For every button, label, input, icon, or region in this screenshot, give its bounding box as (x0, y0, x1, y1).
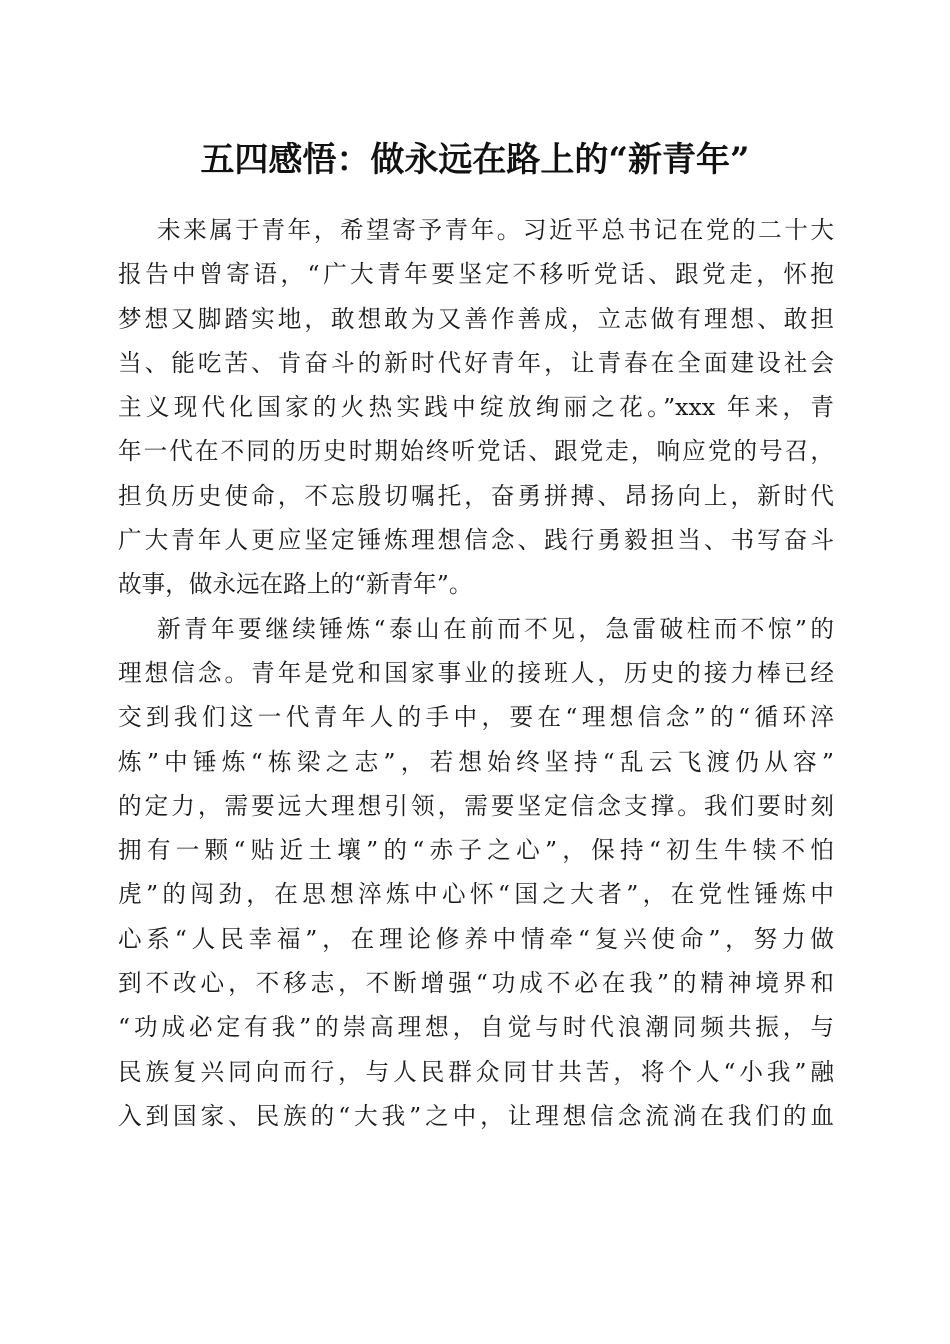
paragraph-2-line: 入到国家、民族的“大我”之中，让理想信念流淌在我们的血 (118, 1101, 834, 1130)
paragraph-2-line: 炼”中锤炼“栋梁之志”，若想始终坚持“乱云飞渡仍从容” (118, 747, 834, 776)
paragraph-1-line: 故事，做永远在路上的“新青年”。 (118, 570, 473, 599)
paragraph-2-line: 拥有一颗“贴近土壤”的“赤子之心”，保持“初生牛犊不怕 (118, 836, 834, 865)
paragraph-2-line: 理想信念。青年是党和国家事业的接班人，历史的接力棒已经 (118, 658, 834, 687)
paragraph-2-line: 心系“人民幸福”，在理论修养中情牵“复兴使命”，努力做 (118, 924, 834, 953)
paragraph-1-line: 担负历史使命，不忘殷切嘱托，奋勇拼搏、昂扬向上，新时代 (118, 481, 834, 510)
paragraph-2-line: 交到我们这一代青年人的手中，要在“理想信念”的“循环淬 (118, 703, 834, 732)
paragraph-2-line: 到不改心，不移志，不断增强“功成不必在我”的精神境界和 (118, 969, 834, 998)
paragraph-2-line: 的定力，需要远大理想引领，需要坚定信念支撑。我们要时刻 (118, 791, 834, 820)
paragraph-1-line: 报告中曾寄语，“广大青年要坚定不移听党话、跟党走，怀抱 (118, 260, 834, 289)
paragraph-1-line: 广大青年人更应坚定锤炼理想信念、践行勇毅担当、书写奋斗 (118, 526, 834, 555)
paragraph-1-line: 当、能吃苦、肯奋斗的新时代好青年，让青春在全面建设社会 (118, 348, 834, 377)
paragraph-1-line: 梦想又脚踏实地，敢想敢为又善作善成，立志做有理想、敢担 (118, 304, 834, 333)
paragraph-2-line: “功成必定有我”的崇高理想，自觉与时代浪潮同频共振，与 (118, 1013, 834, 1042)
paragraph-1-line: 年一代在不同的历史时期始终听党话、跟党走，响应党的号召， (118, 437, 834, 466)
paragraph-2 (118, 607, 834, 1139)
document-body (118, 208, 834, 1138)
paragraph-1-line: 未来属于青年，希望寄予青年。习近平总书记在党的二十大 (157, 216, 834, 244)
paragraph-1 (118, 208, 834, 607)
paragraph-1-line: 主义现代化国家的火热实践中绽放绚丽之花。”xxx 年来，青 (118, 393, 834, 422)
paragraph-2-line: 虎”的闯劲，在思想淬炼中心怀“国之大者”，在党性锤炼中 (118, 880, 834, 909)
paragraph-2-line: 新青年要继续锤炼“泰山在前而不见，急雷破柱而不惊”的 (157, 614, 834, 643)
document-title: 五四感悟：做永远在路上的“新青年” (200, 140, 750, 180)
paragraph-2-line: 民族复兴同向而行，与人民群众同甘共苦，将个人“小我”融 (118, 1057, 834, 1086)
